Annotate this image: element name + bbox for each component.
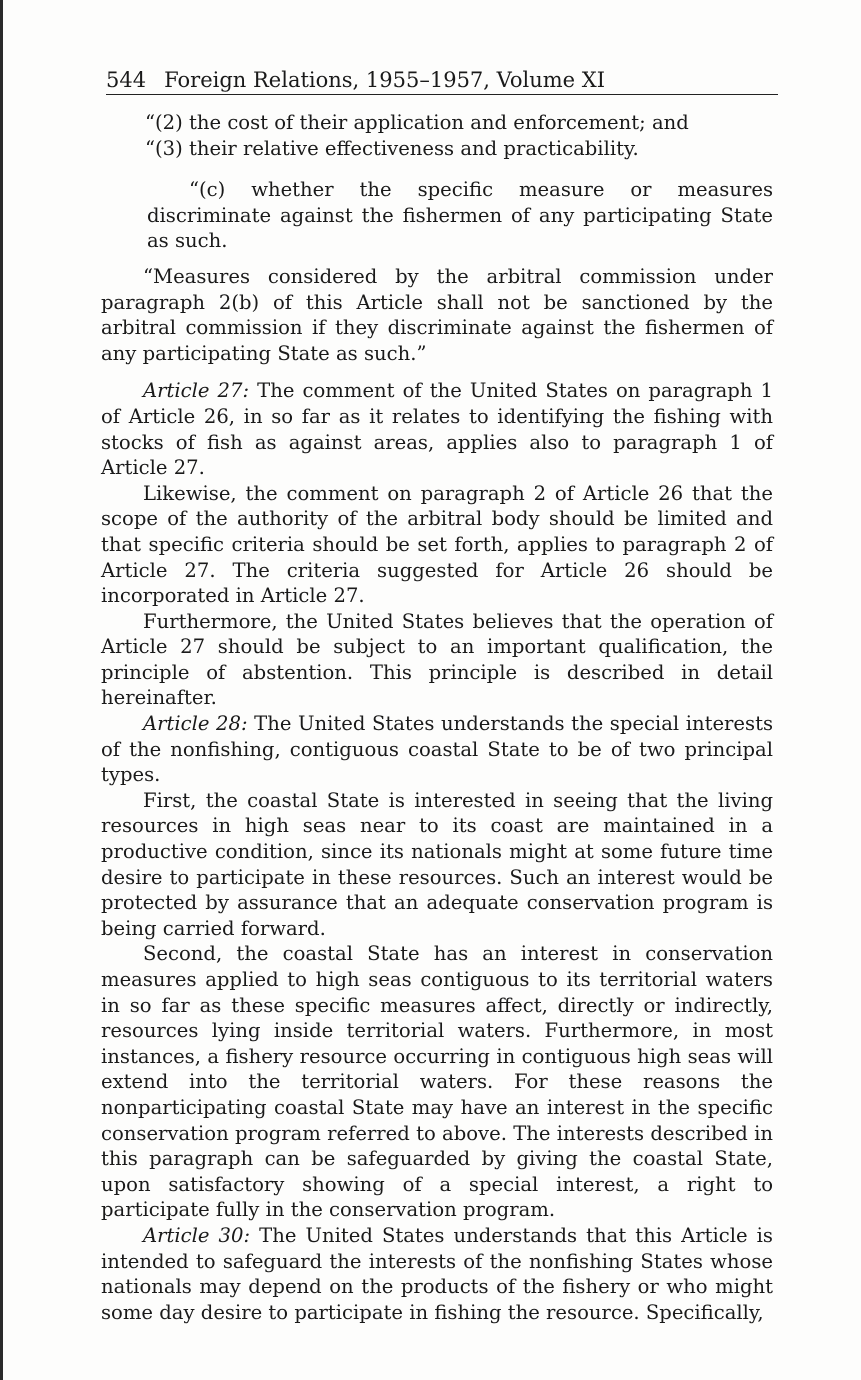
quoted-measures-paragraph: “Measures considered by the arbitral commission under paragraph 2(b) of this Article shall not be sanctioned by the arbitral commission if they discriminate against the fishermen of any participating State as such.” [101, 264, 773, 365]
page-body [101, 110, 773, 1325]
article-28-paragraph [101, 711, 773, 788]
running-header [106, 66, 778, 95]
quoted-item-c: “(c) whether the specific measure or measures discriminate against the fishermen of any participating State as such. [147, 178, 773, 253]
article-27-label: Article 27: [143, 379, 250, 403]
quoted-item-2: “(2) the cost of their application and enforcement; and [145, 111, 689, 134]
page-number: 544 [106, 68, 147, 92]
page-binding-edge [0, 0, 3, 1380]
furthermore-paragraph: Furthermore, the United States believes that the operation of Article 27 should be subject to an important qualification, the principle of abstention. This principle is described in detail hereinafter. [101, 609, 773, 710]
likewise-paragraph: Likewise, the comment on paragraph 2 of Article 26 that the scope of the authority of the arbitral body should be limited and that specific criteria should be set forth, applies to paragraph 2 of Article 27. The criteria suggested for Article 26 should be incorporated in Article 27. [101, 481, 773, 608]
article-27-text: The comment of the United States on paragraph 1 of Article 26, in so far as it relates to identifying the fishing with stocks of fish as against areas, applies also to paragraph 1 of Article 27. [101, 379, 773, 480]
article-30-paragraph [101, 1223, 773, 1325]
article-30-text: The United States understands that this Article is intended to safeguard the interests of the nonfishing States whose nationals may depend on the products of the fishery or who might some day desire to participate in fishing the resource. Specifically, [101, 1223, 773, 1324]
article-28-label: Article 28: [143, 712, 248, 736]
article-28-text: The United States understands the special interests of the nonfishing, contiguous coastal State to be of two principal types. [101, 712, 774, 787]
running-title: Foreign Relations, 1955–1957, Volume XI [164, 68, 606, 92]
quoted-item-3: “(3) their relative effectiveness and practicability. [145, 136, 639, 160]
article-30-label: Article 30: [143, 1223, 251, 1247]
first-interest-paragraph: First, the coastal State is interested in seeing that the living resources in high seas near to its coast are maintained in a productive condition, since its nationals might at some future time desire to participate in these resources. Such an interest would be protected by assurance that an adequate conservation program is being carried forward. [101, 788, 773, 940]
article-27-paragraph [101, 378, 773, 480]
second-interest-paragraph: Second, the coastal State has an interest in conservation measures applied to high seas contiguous to its territorial waters in so far as these specific measures affect, directly or indirectly, resources lying inside territorial waters. Furthermore, in most instances, a fishery resource occurring in contiguous high seas will extend into the territorial waters. For these reasons the nonparticipating coastal State may have an interest in the specific conservation program referred to above. The interests described in this paragraph can be safeguarded by giving the coastal State, upon satisfactory showing of a special interest, a right to participate fully in the conservation program. [101, 942, 773, 1222]
